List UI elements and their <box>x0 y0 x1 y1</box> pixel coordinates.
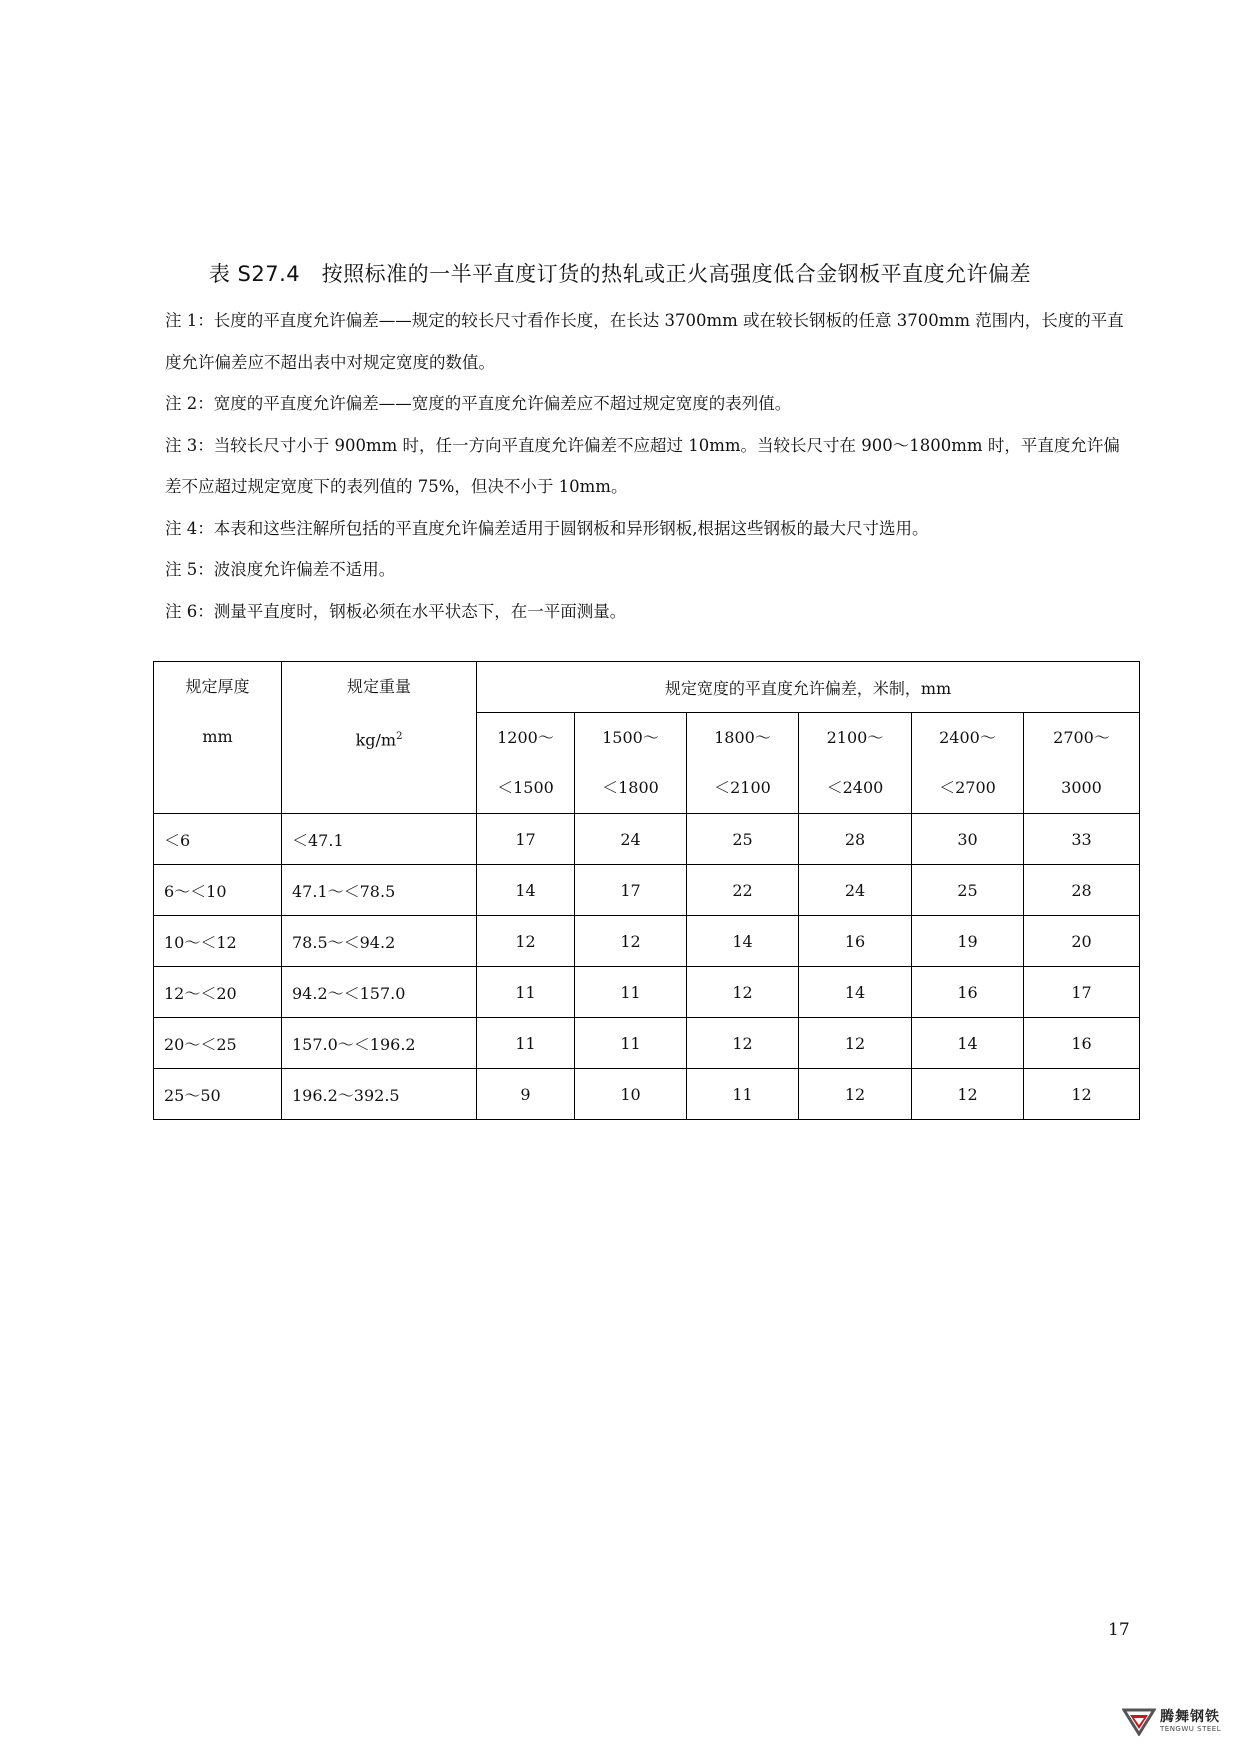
value-cell: 14 <box>912 1018 1024 1069</box>
value-cell: 12 <box>799 1069 912 1120</box>
weight-unit-base: kg/m <box>355 730 397 750</box>
value-cell: 17 <box>1024 967 1140 1018</box>
weight-cell: ＜47.1 <box>282 814 477 865</box>
weight-header-cell <box>282 662 477 814</box>
width-range-from: 2400～ <box>939 728 996 747</box>
value-cell: 12 <box>687 1018 799 1069</box>
table-row <box>154 1018 1140 1069</box>
value-cell: 11 <box>575 1018 687 1069</box>
value-cell: 24 <box>799 865 912 916</box>
value-cell: 12 <box>1024 1069 1140 1120</box>
brand-logo <box>1122 1706 1221 1736</box>
width-range-header <box>1024 713 1140 814</box>
flatness-tolerance-table <box>153 661 1140 1120</box>
weight-cell: 157.0～＜196.2 <box>282 1018 477 1069</box>
value-cell: 16 <box>912 967 1024 1018</box>
value-cell: 11 <box>575 967 687 1018</box>
value-cell: 12 <box>912 1069 1024 1120</box>
table-title: 表 S27.4 按照标准的一半平直度订货的热轧或正火高强度低合金钢板平直度允许偏差 <box>208 262 1032 286</box>
value-cell: 28 <box>799 814 912 865</box>
width-header: 规定宽度的平直度允许偏差，米制，mm <box>477 662 1140 713</box>
value-cell: 25 <box>687 814 799 865</box>
thickness-header-cell <box>154 662 282 814</box>
logo-name-cn: 腾舞钢铁 <box>1160 1708 1220 1725</box>
width-range-to: ＜1800 <box>602 778 659 797</box>
width-range-from: 1800～ <box>714 728 771 747</box>
width-range-from: 2100～ <box>826 728 884 747</box>
width-range-to: 3000 <box>1061 778 1102 797</box>
width-range-from: 2700～ <box>1053 728 1110 747</box>
page-number: 17 <box>1108 1620 1130 1640</box>
thickness-cell: 25～50 <box>154 1069 282 1120</box>
value-cell: 12 <box>799 1018 912 1069</box>
value-cell: 14 <box>477 865 575 916</box>
weight-unit-exponent: 2 <box>396 731 403 742</box>
value-cell: 20 <box>1024 916 1140 967</box>
width-range-header <box>477 713 575 814</box>
weight-unit <box>282 712 476 762</box>
width-range-to: ＜2100 <box>714 778 771 797</box>
value-cell: 17 <box>575 865 687 916</box>
thickness-cell: ＜6 <box>154 814 282 865</box>
value-cell: 12 <box>575 916 687 967</box>
note-6: 注 6：测量平直度时，钢板必须在水平状态下，在一平面测量。 <box>165 601 627 621</box>
width-range-header <box>687 713 799 814</box>
value-cell: 16 <box>799 916 912 967</box>
width-range-header <box>799 713 912 814</box>
value-cell: 17 <box>477 814 575 865</box>
width-range-header <box>912 713 1024 814</box>
table-row <box>154 814 1140 865</box>
value-cell: 33 <box>1024 814 1140 865</box>
note-4: 注 4：本表和这些注解所包括的平直度允许偏差适用于圆钢板和异形钢板,根据这些钢板的最大尺寸选用。 <box>165 518 929 538</box>
note-2: 注 2：宽度的平直度允许偏差——宽度的平直度允许偏差应不超过规定宽度的表列值。 <box>165 394 792 413</box>
weight-cell: 196.2～392.5 <box>282 1069 477 1120</box>
notes-section <box>165 300 1130 632</box>
tengwu-steel-logo-icon <box>1122 1706 1156 1736</box>
value-cell: 12 <box>687 967 799 1018</box>
value-cell: 16 <box>1024 1018 1140 1069</box>
width-range-to: ＜2400 <box>826 778 884 797</box>
note-3: 注 3：当较长尺寸小于 900mm 时，任一方向平直度允许偏差不应超过 10mm。当较长尺寸在 900～1800mm 时，平直度允许偏差不应超过规定宽度下的表列值的 75%，但决不小于 10mm。 <box>165 435 1120 496</box>
width-range-from: 1200～ <box>497 728 554 747</box>
weight-header: 规定重量 <box>346 677 411 696</box>
value-cell: 25 <box>912 865 1024 916</box>
thickness-cell: 10～＜12 <box>154 916 282 967</box>
weight-cell: 78.5～＜94.2 <box>282 916 477 967</box>
width-range-to: ＜1500 <box>497 778 554 797</box>
value-cell: 22 <box>687 865 799 916</box>
value-cell: 14 <box>799 967 912 1018</box>
value-cell: 28 <box>1024 865 1140 916</box>
value-cell: 19 <box>912 916 1024 967</box>
width-range-to: ＜2700 <box>939 778 996 797</box>
value-cell: 12 <box>477 916 575 967</box>
thickness-cell: 6～＜10 <box>154 865 282 916</box>
weight-cell: 94.2～＜157.0 <box>282 967 477 1018</box>
table-row <box>154 916 1140 967</box>
weight-cell: 47.1～＜78.5 <box>282 865 477 916</box>
value-cell: 10 <box>575 1069 687 1120</box>
logo-name-en: TENGWU STEEL <box>1160 1724 1222 1733</box>
table-row <box>154 1069 1140 1120</box>
thickness-cell: 20～＜25 <box>154 1018 282 1069</box>
thickness-unit: mm <box>202 727 233 746</box>
table-row <box>154 967 1140 1018</box>
thickness-header: 规定厚度 <box>185 677 250 696</box>
value-cell: 14 <box>687 916 799 967</box>
value-cell: 24 <box>575 814 687 865</box>
value-cell: 11 <box>477 1018 575 1069</box>
width-range-header <box>575 713 687 814</box>
note-5: 注 5：波浪度允许偏差不适用。 <box>165 560 396 579</box>
value-cell: 30 <box>912 814 1024 865</box>
value-cell: 9 <box>477 1069 575 1120</box>
logo-text <box>1160 1710 1221 1733</box>
thickness-cell: 12～＜20 <box>154 967 282 1018</box>
table-row <box>154 865 1140 916</box>
value-cell: 11 <box>477 967 575 1018</box>
value-cell: 11 <box>687 1069 799 1120</box>
note-1: 注 1：长度的平直度允许偏差——规定的较长尺寸看作长度，在长达 3700mm 或在较长钢板的任意 3700mm 范围内，长度的平直度允许偏差应不超出表中对规定宽度的数值。 <box>165 311 1124 372</box>
width-range-from: 1500～ <box>602 728 659 747</box>
